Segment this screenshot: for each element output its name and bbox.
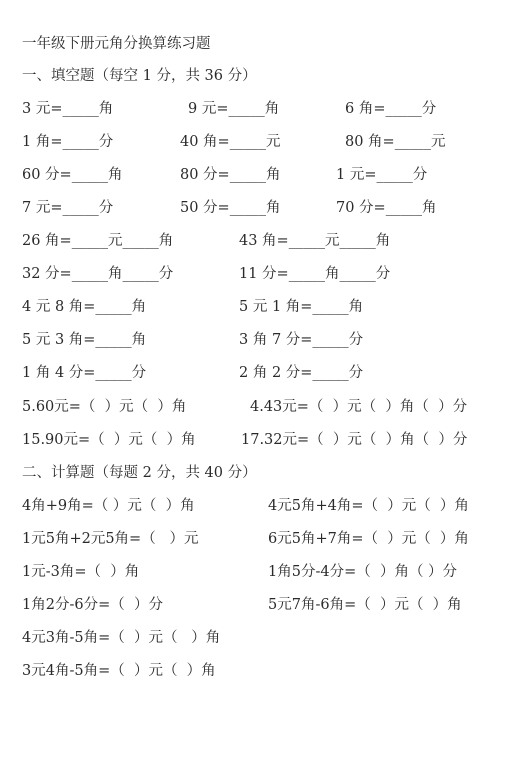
fill-item: 80 角=_____元: [345, 134, 446, 150]
fill-item: 3 元=_____角: [22, 101, 114, 117]
fill-item: 1 元=_____分: [336, 167, 428, 183]
calc-item: 4元5角+4角=（ ）元（ ）角: [268, 498, 469, 514]
section2-heading: 二、计算题（每题 2 分，共 40 分）: [22, 465, 257, 481]
calc-item: 5元7角-6角=（ ）元（ ）角: [268, 597, 462, 613]
page-title: 一年级下册元角分换算练习题: [22, 36, 211, 52]
fill-item: 17.32元=（ ）元（ ）角（ ）分: [241, 432, 468, 448]
fill-item: 1 角 4 分=_____分: [22, 365, 147, 381]
calc-item: 4元3角-5角=（ ）元（ ）角: [22, 630, 221, 646]
fill-item: 43 角=_____元_____角: [239, 233, 391, 249]
fill-item: 70 分=_____角: [336, 200, 437, 216]
fill-item: 1 角=_____分: [22, 134, 114, 150]
fill-item: 60 分=_____角: [22, 167, 123, 183]
fill-item: 9 元=_____角: [188, 101, 280, 117]
calc-item: 4角+9角=（ ）元（ ）角: [22, 498, 195, 514]
fill-item: 2 角 2 分=_____分: [239, 365, 364, 381]
fill-item: 40 角=_____元: [180, 134, 281, 150]
fill-item: 5.60元=（ ）元（ ）角: [22, 399, 187, 415]
fill-item: 5 元 1 角=_____角: [239, 299, 364, 315]
fill-item: 4 元 8 角=_____角: [22, 299, 147, 315]
fill-item: 50 分=_____角: [180, 200, 281, 216]
fill-item: 80 分=_____角: [180, 167, 281, 183]
calc-item: 1角2分-6分=（ ）分: [22, 597, 163, 613]
calc-item: 6元5角+7角=（ ）元（ ）角: [268, 531, 469, 547]
calc-item: 3元4角-5角=（ ）元（ ）角: [22, 663, 216, 679]
fill-item: 11 分=_____角_____分: [239, 266, 391, 282]
fill-item: 5 元 3 角=_____角: [22, 332, 147, 348]
fill-item: 3 角 7 分=_____分: [239, 332, 364, 348]
section1-heading: 一、填空题（每空 1 分，共 36 分）: [22, 68, 257, 84]
fill-item: 7 元=_____分: [22, 200, 114, 216]
calc-item: 1元-3角=（ ）角: [22, 564, 140, 580]
fill-item: 32 分=_____角_____分: [22, 266, 174, 282]
fill-item: 15.90元=（ ）元（ ）角: [22, 432, 196, 448]
fill-item: 6 角=_____分: [345, 101, 437, 117]
fill-item: 26 角=_____元_____角: [22, 233, 174, 249]
calc-item: 1元5角+2元5角=（ ）元: [22, 531, 199, 547]
calc-item: 1角5分-4分=（ ）角（ ）分: [268, 564, 458, 580]
fill-item: 4.43元=（ ）元（ ）角（ ）分: [250, 399, 468, 415]
